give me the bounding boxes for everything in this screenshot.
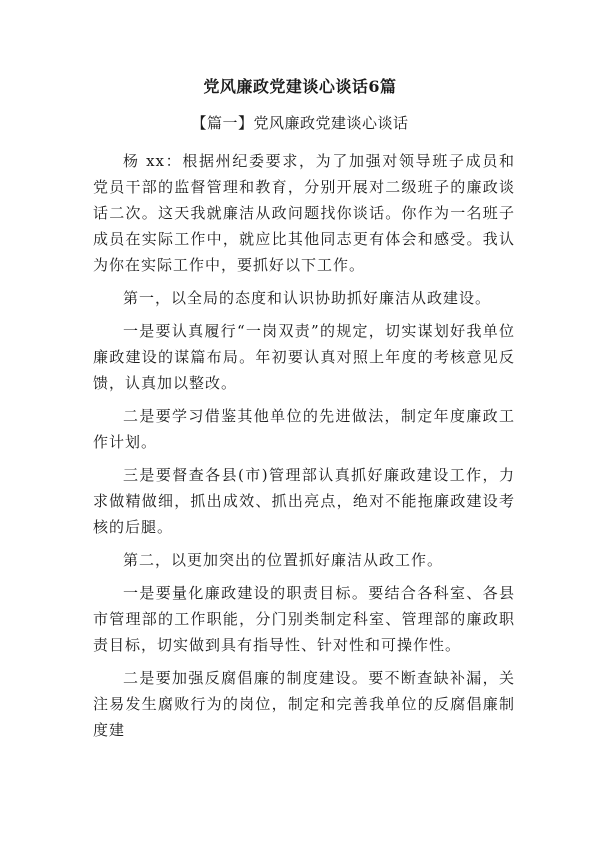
paragraph: 杨 xx：根据州纪委要求，为了加强对领导班子成员和党员干部的监督管理和教育，分别开展对二级班子的廉政谈话二次。这天我就廉洁从政问题找你谈话。你作为一名班子成员在实际工作中，就应比其他同志更有体会和感受。我认为你在实际工作中，要抓好以下工作。	[93, 152, 515, 274]
paragraph: 二是要学习借鉴其他单位的先进做法，制定年度廉政工作计划。	[93, 407, 515, 451]
paragraph: 一是要量化廉政建设的职责目标。要结合各科室、各县市管理部的工作职能，分门别类制定科室、管理部的廉政职责目标，切实做到具有指导性、针对性和可操作性。	[93, 584, 515, 654]
paragraph: 第一，以全局的态度和认识协助抓好廉洁从政建设。	[123, 289, 492, 307]
paragraph: 一是要认真履行“一岗双责”的规定，切实谋划好我单位廉政建设的谋篇布局。年初要认真对照上年度的考核意见反馈，认真加以整改。	[93, 322, 515, 392]
paragraph: 第二，以更加突出的位置抓好廉洁从政工作。	[123, 551, 444, 569]
paragraph: 三是要督查各县(市)管理部认真抓好廉政建设工作，力求做精做细，抓出成效、抓出亮点，绝对不能拖廉政建设考核的后腿。	[93, 466, 515, 536]
document-body	[93, 148, 515, 750]
section-heading: 【篇一】党风廉政党建谈心谈话	[191, 114, 409, 132]
document-title: 党风廉政党建谈心谈话6篇	[203, 77, 397, 96]
paragraph: 二是要加强反腐倡廉的制度建设。要不断查缺补漏，关注易发生腐败行为的岗位，制定和完善我单位的反腐倡廉制度建	[93, 669, 515, 739]
